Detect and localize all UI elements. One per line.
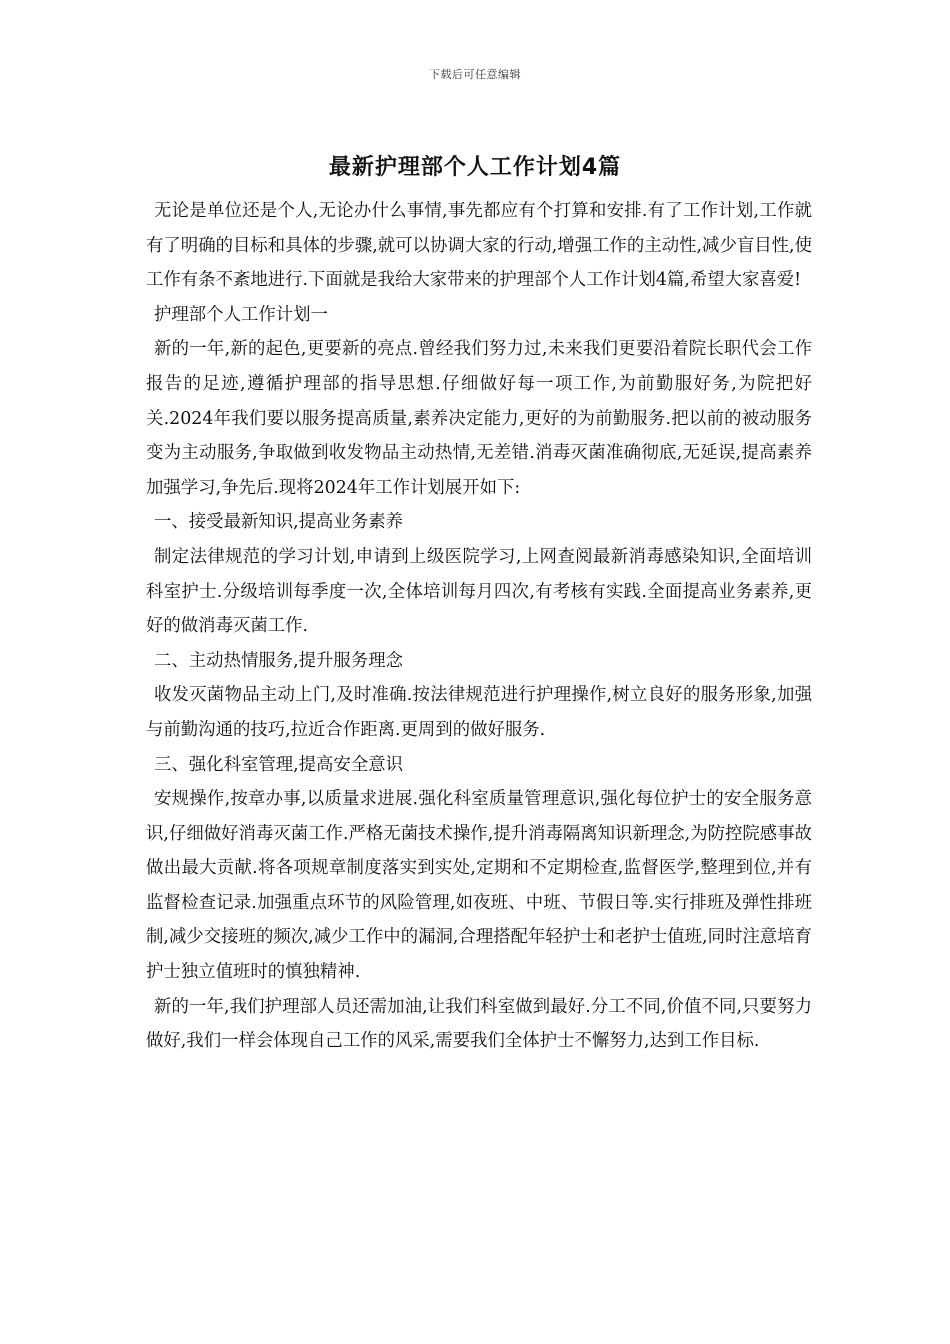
body-paragraph: 收发灭菌物品主动上门,及时准确.按法律规范进行护理操作,树立良好的服务形象,加强与前勤沟通的技巧,拉近合作距离.更周到的做好服务. (146, 685, 812, 740)
section-heading: 一、接受最新知识,提高业务素养 (154, 512, 403, 533)
header-note: 下载后可任意编辑 (429, 68, 521, 81)
body-paragraph: 制定法律规范的学习计划,申请到上级医院学习,上网查阅最新消毒感染知识,全面培训科室护士.分级培训每季度一次,全体培训每月四次,有考核有实践.全面提高业务素养,更好的做消毒灭菌工作. (146, 546, 812, 637)
document-body (146, 194, 812, 1059)
page-title: 最新护理部个人工作计划4篇 (328, 155, 622, 180)
plan-heading: 护理部个人工作计划一 (154, 304, 328, 325)
section-heading: 二、主动热情服务,提升服务理念 (154, 650, 403, 671)
closing-paragraph: 新的一年,我们护理部人员还需加油,让我们科室做到最好.分工不同,价值不同,只要努力做好,我们一样会体现自己工作的风采,需要我们全体护士不懈努力,达到工作目标. (146, 996, 812, 1052)
body-paragraph: 安规操作,按章办事,以质量求进展.强化科室质量管理意识,强化每位护士的安全服务意识,仔细做好消毒灭菌工作.严格无菌技术操作,提升消毒隔离知识新理念,为防控院感事故做出最大贡献.将各项规章制度落实到实处,定期和不定期检查,监督医学,整理到位,并有监督检查记录.加强重点环节的风险管理,如夜班、中班、节假日等.实行排班及弹性排班制,减少交接班的频次,减少工作中的漏洞,合理搭配年轻护士和老护士值班,同时注意培育护士独立值班时的慎独精神. (146, 789, 812, 983)
intro-paragraph: 无论是单位还是个人,无论办什么事情,事先都应有个打算和安排.有了工作计划,工作就有了明确的目标和具体的步骤,就可以协调大家的行动,增强工作的主动性,减少盲目性,使工作有条不紊地进行.下面就是我给大家带来的护理部个人工作计划4篇,希望大家喜爱! (146, 201, 812, 291)
section-heading: 三、强化科室管理,提高安全意识 (154, 754, 403, 775)
body-paragraph: 新的一年,新的起色,更要新的亮点.曾经我们努力过,未来我们更要沿着院长职代会工作报告的足迹,遵循护理部的指导思想.仔细做好每一项工作,为前勤服好务,为院把好关.2024年我们要以服务提高质量,素养决定能力,更好的为前勤服务.把以前的被动服务变为主动服务,争取做到收发物品主动热情,无差错.消毒灭菌准确彻底,无延误,提高素养加强学习,争先后.现将2024年工作计划展开如下: (146, 339, 812, 498)
